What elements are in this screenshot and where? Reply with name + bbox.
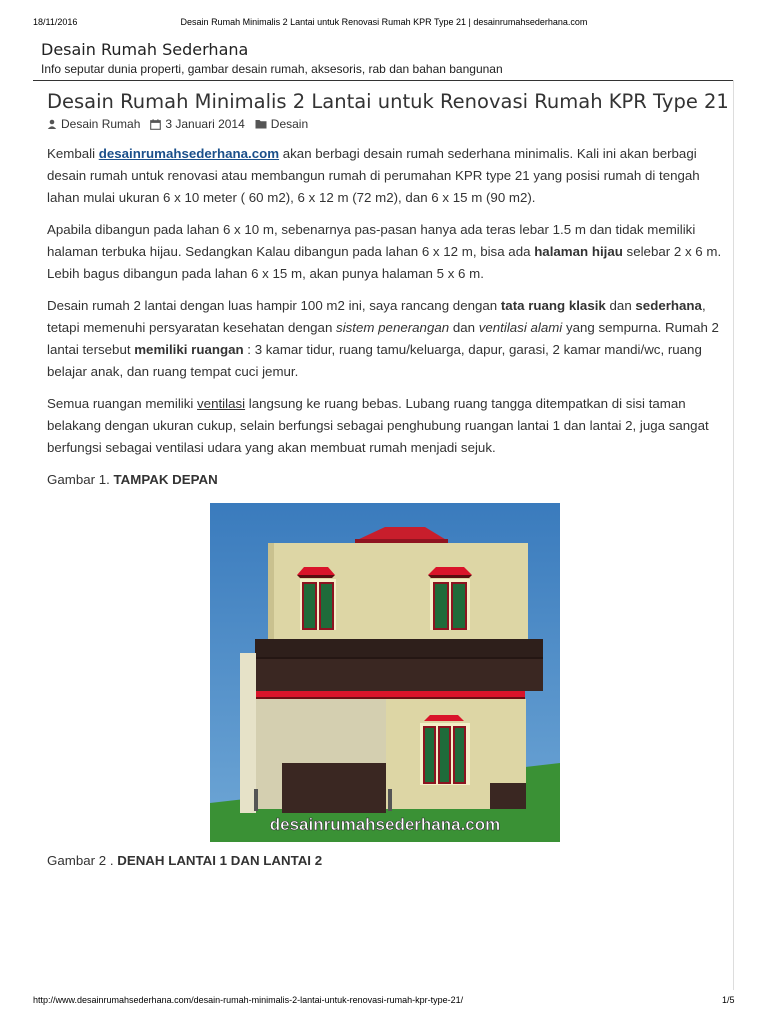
user-icon xyxy=(47,119,57,129)
paragraph-1: Kembali desainrumahsederhana.com akan berbagi desain rumah sederhana minimalis. Kali ini akan berbagi desain rumah untuk renovasi atau membangun rumah di perumahan KPR type 21 yang posisi rumah di tengah lahan mulai ukuran 6 x 10 meter ( 60 m2), 6 x 12 m (72 m2), dan 6 x 15 m (90 m2). xyxy=(47,146,700,205)
post-date-text: 3 Januari 2014 xyxy=(165,117,245,131)
print-footer-url: http://www.desainrumahsederhana.com/desain-rumah-minimalis-2-lantai-untuk-renovasi-rumah-kpr-type-21/ xyxy=(33,995,464,1005)
figure-2-caption: Gambar 2 . DENAH LANTAI 1 DAN LANTAI 2 xyxy=(47,853,323,868)
paragraph-4: Semua ruangan memiliki ventilasi langsung ke ruang bebas. Lubang ruang tangga ditempatkan di sisi taman belakang dengan ukuran cukup, selain berfungsi sebagai penghubung ruangan lantai 1 dan lantai 2, juga sangat berfungsi sebagai ventilasi udara yang akan membuat rumah menjadi sejuk. xyxy=(47,396,709,455)
print-page-number: 1/5 xyxy=(722,995,735,1005)
folder-icon xyxy=(255,119,267,129)
post-meta xyxy=(47,117,318,131)
post-category[interactable] xyxy=(255,117,308,131)
post-author-name: Desain Rumah xyxy=(61,117,141,131)
print-header-title: Desain Rumah Minimalis 2 Lantai untuk Renovasi Rumah KPR Type 21 | desainrumahsederhana.com xyxy=(180,17,588,27)
figure-1-caption: Gambar 1. TAMPAK DEPAN xyxy=(47,472,218,487)
post-author[interactable] xyxy=(47,117,140,131)
image-watermark: desainrumahsederhana.com xyxy=(269,815,501,834)
house-front-view-image xyxy=(210,503,560,842)
calendar-icon xyxy=(150,119,161,130)
print-date: 18/11/2016 xyxy=(33,17,78,27)
post-title: Desain Rumah Minimalis 2 Lantai untuk Renovasi Rumah KPR Type 21 xyxy=(47,90,729,113)
ventilasi-link[interactable]: ventilasi xyxy=(197,396,246,411)
site-title[interactable]: Desain Rumah Sederhana xyxy=(41,40,249,59)
post-content xyxy=(47,143,727,501)
site-tagline: Info seputar dunia properti, gambar desain rumah, aksesoris, rab dan bahan bangunan xyxy=(41,62,503,76)
post-category-text: Desain xyxy=(270,117,309,131)
header-divider xyxy=(33,80,733,81)
paragraph-3: Desain rumah 2 lantai dengan luas hampir 100 m2 ini, saya rancang dengan tata ruang klasik dan sederhana, tetapi memenuhi persyaratan kesehatan dengan sistem penerangan dan ventilasi alami yang sempurna. Rumah 2 lantai tersebut memiliki ruangan : 3 kamar tidur, ruang tamu/keluarga, dapur, garasi, 2 kamar mandi/wc, ruang belajar anak, dan ruang tempat cuci jemur. xyxy=(47,298,719,379)
post-date xyxy=(150,117,244,131)
paragraph-2: Apabila dibangun pada lahan 6 x 10 m, sebenarnya pas-pasan hanya ada teras lebar 1.5 m dan tidak memiliki halaman terbuka hijau. Sedangkan Kalau dibangun pada lahan 6 x 12 m, bisa ada halaman hijau selebar 2 x 6 m. Lebih bagus dibangun pada lahan 6 x 15 m, akan punya halaman 5 x 6 m. xyxy=(47,222,722,281)
content-right-border xyxy=(733,80,734,990)
site-link[interactable]: desainrumahsederhana.com xyxy=(98,146,280,161)
